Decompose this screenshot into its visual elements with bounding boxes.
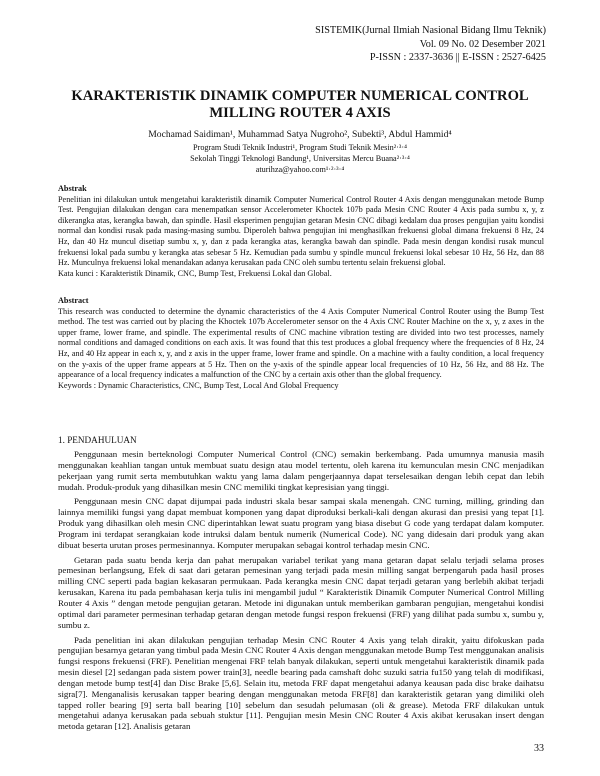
journal-name: SISTEMIK(Jurnal Ilmiah Nasional Bidang Ilmu Teknik) [315, 25, 546, 36]
title-line-1: KARAKTERISTIK DINAMIK COMPUTER NUMERICAL CONTROL [71, 88, 529, 104]
page-number: 33 [534, 743, 544, 754]
paragraph-1: Penggunaan mesin berteknologi Computer Numerical Control (CNC) semakin berkembang. Pada umumnya manusia masih menggunakan keahlian tangan untuk membuat suatu design atau model tertentu, oleh karena itu kemunculan mesin CNC menjadikan pekerjaan yang rumit serta membutuhkan waktu yang lama dalam pengerjaannya dapat terselesaikan dengan lebih cepat dan lebih mudah. Produk-produk yang dihasilkan mesin CNC memiliki tingkat kepresisian yang tinggi. [58, 449, 544, 492]
abstrak-text: Penelitian ini dilakukan untuk mengetahui karakteristik dinamik Computer Numerical Control Router 4 Axis dengan menggunakan metode Bump Test. Pengujian dilakukan dengan cara menempatkan sensor Accelerometer Khoctek 107b pada Mesin CNC Router 4 Axis pada sumbu x, y, z dikerangka atas, kerangka bawah, dan spindle. Hasil eksperimen pengujian getaran Mesin CNC dibagi kedalam dua proses pengujian yaitu kondisi normal dan kondisi rusak pada masing-masing sumbu. Diperoleh bahwa pengujian ini menghasilkan frekuensi global dimana frekuensi 8 Hz, 24 Hz, dan 40 Hz muncul disetiap sumbu x, y, dan z pada kerangka atas, kerangka bawah dan spindle. Pada mesin dengan kondisi rusak muncul frekuensi lokal pada sumbu y kerangka atas sebesar 5 Hz. Kemudian pada sumbu y spindle muncul frekuensi lokal sebesar 10 Hz, 56 Hz, dan 88 Hz. Munculnya frekuensi lokal menandakan adanya kerusakan pada CNC oleh sumbu tertentu selain frekuensi global. [58, 194, 544, 268]
journal-volume: Vol. 09 No. 02 Desember 2021 [419, 38, 546, 50]
title-line-2: MILLING ROUTER 4 AXIS [209, 105, 391, 121]
abstract-block [58, 296, 544, 391]
affiliations [40, 142, 560, 175]
paragraph-2: Penggunaan mesin CNC dapat dijumpai pada industri skala besar sampai skala menengah. CNC turning, milling, grinding dan lainnya memiliki fungsi yang dapat membuat komponen yang dapat diproduksi berkali-kali dengan akurasi dan presisi yang tepat [1]. Produk yang dihasilkan oleh mesin CNC diperintahkan lewat suatu program yang biasa disebut G code yang terdapat dalam komputer. Program ini terdapat serangkaian kode intruksi dalam bentuk numerik (Numerical Code). NC yang didesain dari produk yang akan dibuat beserta urutan proses permesinannya. Komputer merupakan sebagai kontrol terhadap mesin CNC. [58, 496, 544, 550]
journal-header [315, 24, 546, 65]
abstrak-heading: Abstrak [58, 184, 87, 193]
paragraph-3: Getaran pada suatu benda kerja dan pahat merupakan variabel terikat yang mana getaran dapat selalu terjadi selama proses pemesinan berlangsung, Efek di saat dari getaran pemesinan yang terjadi pada mesin milling sangat berpengaruh pada hasil proses milling CNC seperti pada bagian kekasaran permukaan. Pada kerangka mesin CNC dapat terjadi getaran yang berlebih akibat terjadi kerusakan, Karena itu pada pembahasan kerja tulis ini mengambil judul “ Karakteristik Dinamik Computer Numerical Control Milling Router 4 Axis ” dengan metode pengujian getaran. Metode ini digunakan untuk memberikan gambaran pengujian, mengetahui kondisi optimal dari parameter permesinan terhadap getaran dengan metode fungsi respon frekuensi (FRF) yang dilihat pada sumbu x, sumbu y, sumbu z. [58, 554, 544, 630]
journal-issn: P-ISSN : 2337-3636 || E-ISSN : 2527-6425 [369, 52, 546, 64]
abstrak-keywords: Kata kunci : Karakteristik Dinamik, CNC, Bump Test, Frekuensi Lokal dan Global. [58, 268, 332, 278]
abstract-keywords: Keywords : Dynamic Characteristics, CNC, Bump Test, Local And Global Frequency [58, 380, 339, 390]
affiliation-institutions: Sekolah Tinggi Teknologi Bandung¹, Universitas Mercu Buana²·³·⁴ [190, 154, 410, 163]
author-email: aturihza@yahoo.com¹·²·³·⁴ [255, 165, 345, 174]
abstract-heading: Abstract [58, 296, 89, 305]
author-list: Mochamad Saidiman¹, Muhammad Satya Nugroho², Subekti³, Abdul Hammid⁴ [148, 129, 452, 140]
abstrak-block [58, 184, 544, 279]
section-heading-introduction: 1. PENDAHULUAN [58, 435, 137, 445]
paper-title [40, 88, 560, 122]
affiliation-programs: Program Studi Teknik Industri¹, Program Studi Teknik Mesin²·³·⁴ [193, 143, 407, 152]
introduction-body [58, 449, 544, 736]
abstract-text: This research was conducted to determine the dynamic characteristics of the 4 Axis Computer Numerical Control Router using the Bump Test method. The test was carried out by placing the Khoctek 107b Accelerometer sensor on the 4 Axis CNC Router Machine on the x, y, z axes in the upper frame, lower frame, and spindle. The experimental results of CNC machine vibration testing are divided into two test processes, namely normal conditions and damaged conditions on each axis. It was found that this test produces a global frequency where the frequencies of 8 Hz, 24 Hz, and 40 Hz appear in each x, y, and z axis in the upper frame, lower frame and spindle. On a machine with a faulty condition, a local frequency on the y-axis of the upper frame appears at 5 Hz. Then on the y-axis of the spindle appear local frequencies of 10 Hz, 56 Hz, and 88 Hz. The appearance of a local frequency indicates a malfunction of the CNC by a certain axis other than the global frequency. [58, 306, 544, 380]
paragraph-4: Pada penelitian ini akan dilakukan pengujian terhadap Mesin CNC Router 4 Axis yang telah dirakit, yaitu difokuskan pada pengujian besarnya getaran yang timbul pada Mesin CNC Router 4 Axis dengan menggunakan metode Bump Test menggunakan analisis fungsi respons frekuensi (FRF). Penelitian mengenai FRF telah banyak dilakukan, seperti untuk mengetahui karakteristik dinamik pada mesin diesel [2] sedangan pada sistem power train[3], needle bearing pada camshaft dohc suzuki satria fu150 yang telah di modifikasi, dengan metode bump test[4] dan Disc Brake [5,6]. Selain itu, metoda FRF dapat mengetahui adanya keausan pada disc brake daihatsu sigra[7]. Menganalisis kerusakan tapper bearing dengan menggunakan metoda FRF[8] dan karakteristik getaran yang dimiliki oleh tapped roller bearing [9] serta ball bearing [10] sebelum dan sesudah pelumasan (oli & grease). Metoda FRF dilakukan untuk mengetahui adanya kerusakan pada sebuah stuktur [11]. Pengujian mesin Mesin CNC Router 4 Axis akibat kerusakan insert dengan metoda getaran [12]. Analisis getaran [58, 634, 544, 732]
